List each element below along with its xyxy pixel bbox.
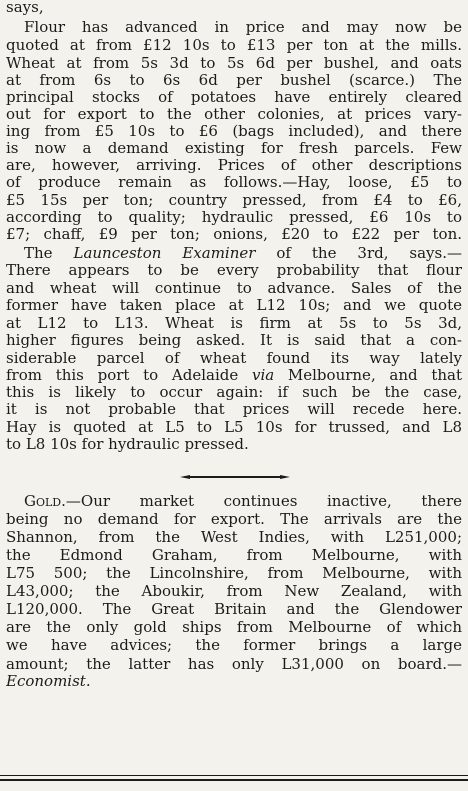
text-line: quoted at from £12 10s to £13 per ton at the mills. <box>6 37 462 54</box>
text-line: amount; the latter has only L31,000 on board.— <box>6 656 462 673</box>
text-line: Shannon, from the West Indies, with L251,000; <box>6 529 462 546</box>
text-line: from this port to Adelaide via Melbourne, and that <box>6 367 462 384</box>
text-line: L75 500; the Lincolnshire, from Melbourne, with <box>6 565 462 582</box>
text-line: says, <box>6 0 44 16</box>
text-line: ing from £5 10s to £6 (bags included), and there <box>6 123 462 140</box>
text-line: L43,000; the Aboukir, from New Zealand, with <box>6 583 462 600</box>
text-line: we have advices; the former brings a large <box>6 637 462 654</box>
text-line: Hay is quoted at L5 to L5 10s for trussed, and L8 <box>6 419 462 436</box>
newspaper-title: Launceston Examiner <box>73 245 256 262</box>
text-line: are, however, arriving. Prices of other descriptions <box>6 157 462 174</box>
section-heading: Gold. <box>24 493 66 510</box>
text-line: it is not probable that prices will recede here. <box>6 401 462 418</box>
text-line: siderable parcel of wheat found its way lately <box>6 350 462 367</box>
text-line: at L12 to L13. Wheat is firm at 5s to 5s 3d, <box>6 315 462 332</box>
text-line: to L8 10s for hydraulic pressed. <box>6 436 249 453</box>
text-line: £7; chaff, £9 per ton; onions, £20 to £22 per ton. <box>6 226 462 243</box>
text-line: L120,000. The Great Britain and the Glendower <box>6 601 462 618</box>
text-line: and wheat will continue to advance. Sales of the <box>6 280 462 297</box>
text-line: £5 15s per ton; country pressed, from £4 to £6, <box>6 192 462 209</box>
text-line: There appears to be every probability that flour <box>6 262 462 279</box>
text-line: former have taken place at L12 10s; and we quote <box>6 297 462 314</box>
text-line: of produce remain as follows.—Hay, loose, £5 to <box>6 174 462 191</box>
text-line: Wheat at from 5s 3d to 5s 6d per bushel, and oats <box>6 55 462 72</box>
text-line: are the only gold ships from Melbourne of which <box>6 619 462 636</box>
bottom-rule-thick <box>0 779 468 781</box>
text-line: this is likely to occur again: if such be the case, <box>6 384 462 401</box>
text-line: the Edmond Graham, from Melbourne, with <box>6 547 462 564</box>
section-separator <box>190 476 280 478</box>
text-line: principal stocks of potatoes have entirely cleared <box>6 89 462 106</box>
text-line: being no demand for export. The arrivals are the <box>6 511 462 528</box>
text-line: Flour has advanced in price and may now be <box>24 19 462 36</box>
text-line: Gold.—Our market continues inactive, there <box>24 493 462 510</box>
text-line: is now a demand existing for fresh parcels. Few <box>6 140 462 157</box>
bottom-rule <box>0 775 468 776</box>
text-line: out for export to the other colonies, at prices vary- <box>6 106 462 123</box>
source-attribution: Economist. <box>6 673 91 690</box>
text-line: higher figures being asked. It is said that a con- <box>6 332 462 349</box>
text-line: at from 6s to 6s 6d per bushel (scarce.) The <box>6 72 462 89</box>
text-line: The Launceston Examiner of the 3rd, says.— <box>24 245 462 262</box>
text-line: according to quality; hydraulic pressed, £6 10s to <box>6 209 462 226</box>
